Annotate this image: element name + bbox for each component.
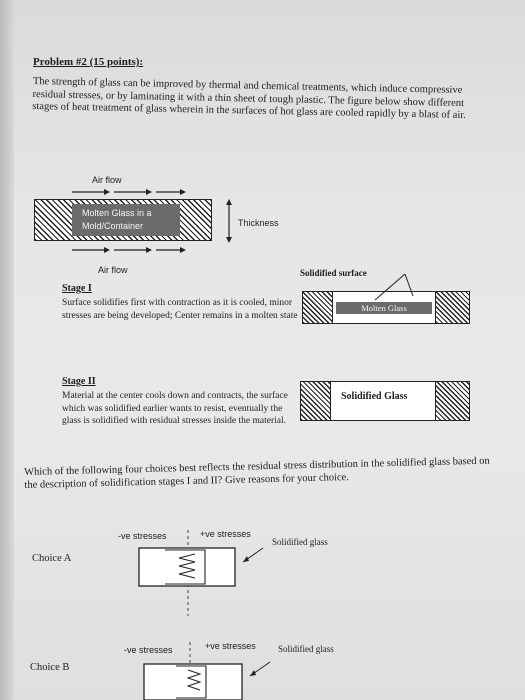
- problem-title: Problem #2 (15 points):: [33, 56, 144, 68]
- solidified-surface-label: Solidified surface: [300, 268, 367, 278]
- thickness-arrow: [224, 199, 234, 243]
- surface-pointer: [365, 272, 425, 306]
- stage2-text: Material at the center cools down and contracts, the surface which was solidified earlier wants to resist, eventually the glass is solidified with residual stresses inside the material.: [62, 391, 288, 426]
- airflow-top-arrows: [70, 186, 190, 198]
- choiceA-label: Choice A: [32, 553, 72, 564]
- choiceA-diagram: [135, 528, 275, 618]
- airflow-bottom-arrows: [70, 244, 190, 256]
- choiceB-solid-label: Solidified glass: [278, 644, 334, 654]
- stage2-heading: Stage II: [62, 376, 96, 387]
- choiceA-pos-label: +ve stresses: [200, 529, 251, 539]
- choiceA-neg-label: -ve stresses: [118, 531, 167, 541]
- stage1-heading: Stage I: [62, 283, 92, 294]
- choiceB-label: Choice B: [30, 662, 70, 673]
- choiceB-pos-label: +ve stresses: [205, 641, 256, 651]
- stage2-box-label: Solidified Glass: [341, 391, 408, 402]
- choiceB-neg-label: -ve stresses: [124, 645, 173, 655]
- airflow-top-label: Air flow: [92, 175, 122, 185]
- thickness-label: Thickness: [238, 218, 279, 228]
- question-text: Which of the following four choices best reflects the residual stress distribution in the solidified glass based on the description of solidification stages I and II? Give reasons for your choice.: [24, 455, 490, 491]
- molten-line2: Mold/Container: [82, 221, 144, 231]
- stage2-box: [330, 381, 436, 421]
- molten-glass-box: [72, 204, 180, 236]
- molten-line1: Molten Glass in a: [82, 208, 152, 218]
- airflow-bottom-label: Air flow: [98, 265, 128, 275]
- choiceB-diagram: [140, 640, 280, 700]
- stage1-molten: Molten Glass: [336, 302, 432, 314]
- problem-paragraph: The strength of glass can be improved by thermal and chemical treatments, which induce compressive residual stresses, or by laminating it with a thin sheet of tough plastic. The figure below show different stages of heat treatment of glass wherein in the surfaces of hot glass are cooled rapidly by a blast of air.: [32, 76, 466, 122]
- choiceA-solid-label: Solidified glass: [272, 537, 328, 547]
- page-shadow: [0, 0, 14, 700]
- stage1-text: Surface solidifies first with contraction as it is cooled, minor stresses are being developed; Center remains in a molten state: [62, 298, 298, 321]
